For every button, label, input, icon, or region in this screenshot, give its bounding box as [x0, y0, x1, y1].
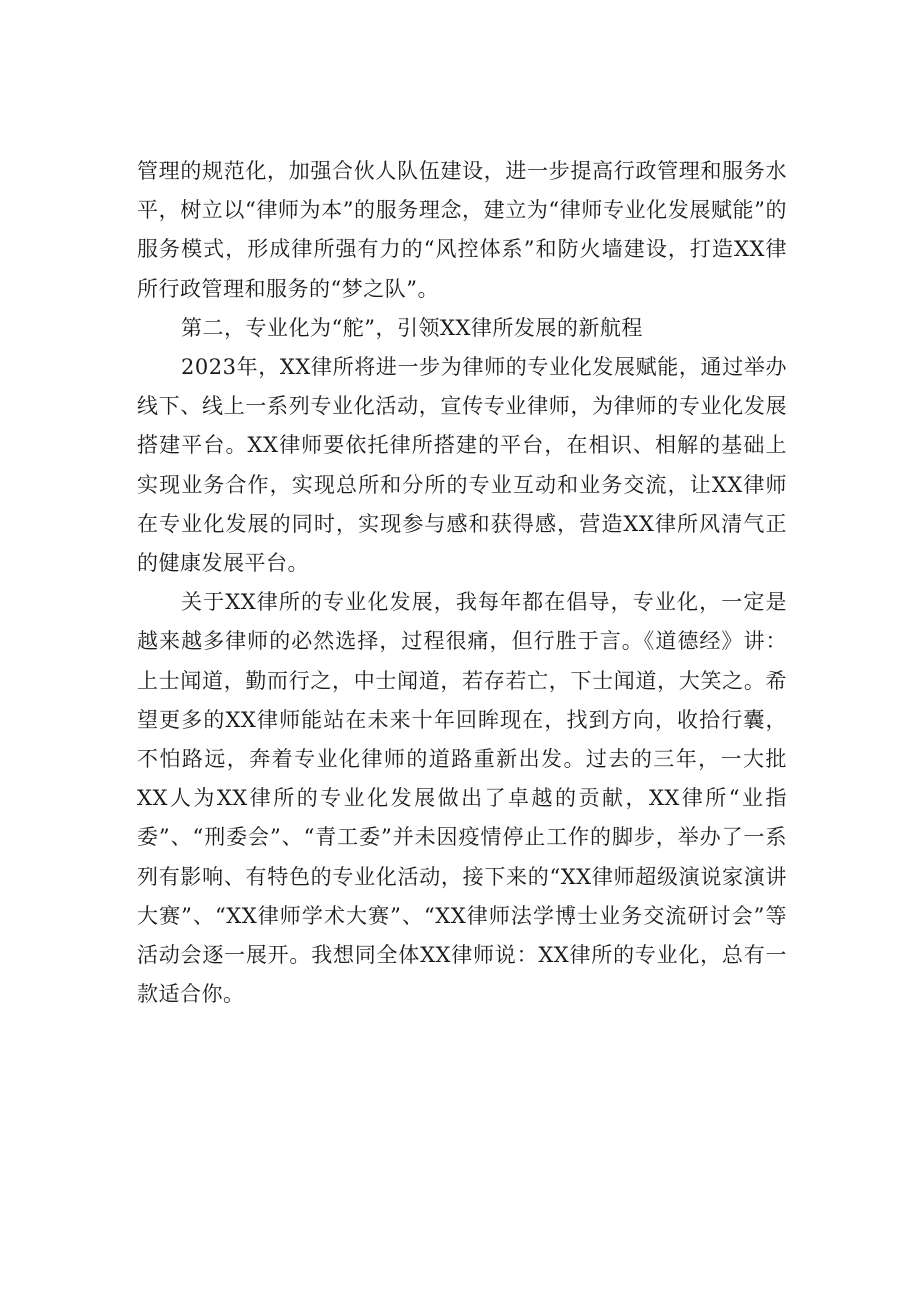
- document-body: [137, 152, 787, 1014]
- paragraph-2023-plan: 2023年，XX律所将进一步为律师的专业化发展赋能，通过举办线下、线上一系列专业化活动，宣传专业律师，为律师的专业化发展搭建平台。XX律师要依托律所搭建的平台，在相识、相解的基础上实现业务合作，实现总所和分所的专业互动和业务交流，让XX律师在专业化发展的同时，实现参与感和获得感，营造XX律所风清气正的健康发展平台。: [137, 355, 787, 576]
- paragraph-admin-management: 管理的规范化，加强合伙人队伍建设，进一步提高行政管理和服务水平，树立以“律师为本”的服务理念，建立为“律师专业化发展赋能”的服务模式，形成律所强有力的“风控体系”和防火墙建设，打造XX律所行政管理和服务的“梦之队”。: [137, 159, 787, 301]
- section-heading-professionalization: 第二，专业化为“舵”，引领XX律所发展的新航程: [181, 315, 643, 340]
- paragraph-professional-development: 关于XX律所的专业化发展，我每年都在倡导，专业化，一定是越来越多律师的必然选择，过程很痛，但行胜于言。《道德经》讲：上士闻道，勤而行之，中士闻道，若存若亡，下士闻道，大笑之。希望更多的XX律师能站在未来十年回眸现在，找到方向，收拾行囊，不怕路远，奔着专业化律师的道路重新出发。过去的三年，一大批XX人为XX律所的专业化发展做出了卓越的贡献，XX律所“业指委”、“刑委会”、“青工委”并未因疫情停止工作的脚步，举办了一系列有影响、有特色的专业化活动，接下来的“XX律师超级演说家演讲大赛”、“XX律师学术大赛”、“XX律师法学博士业务交流研讨会”等活动会逐一展开。我想同全体XX律师说：XX律所的专业化，总有一款适合你。: [137, 590, 787, 1007]
